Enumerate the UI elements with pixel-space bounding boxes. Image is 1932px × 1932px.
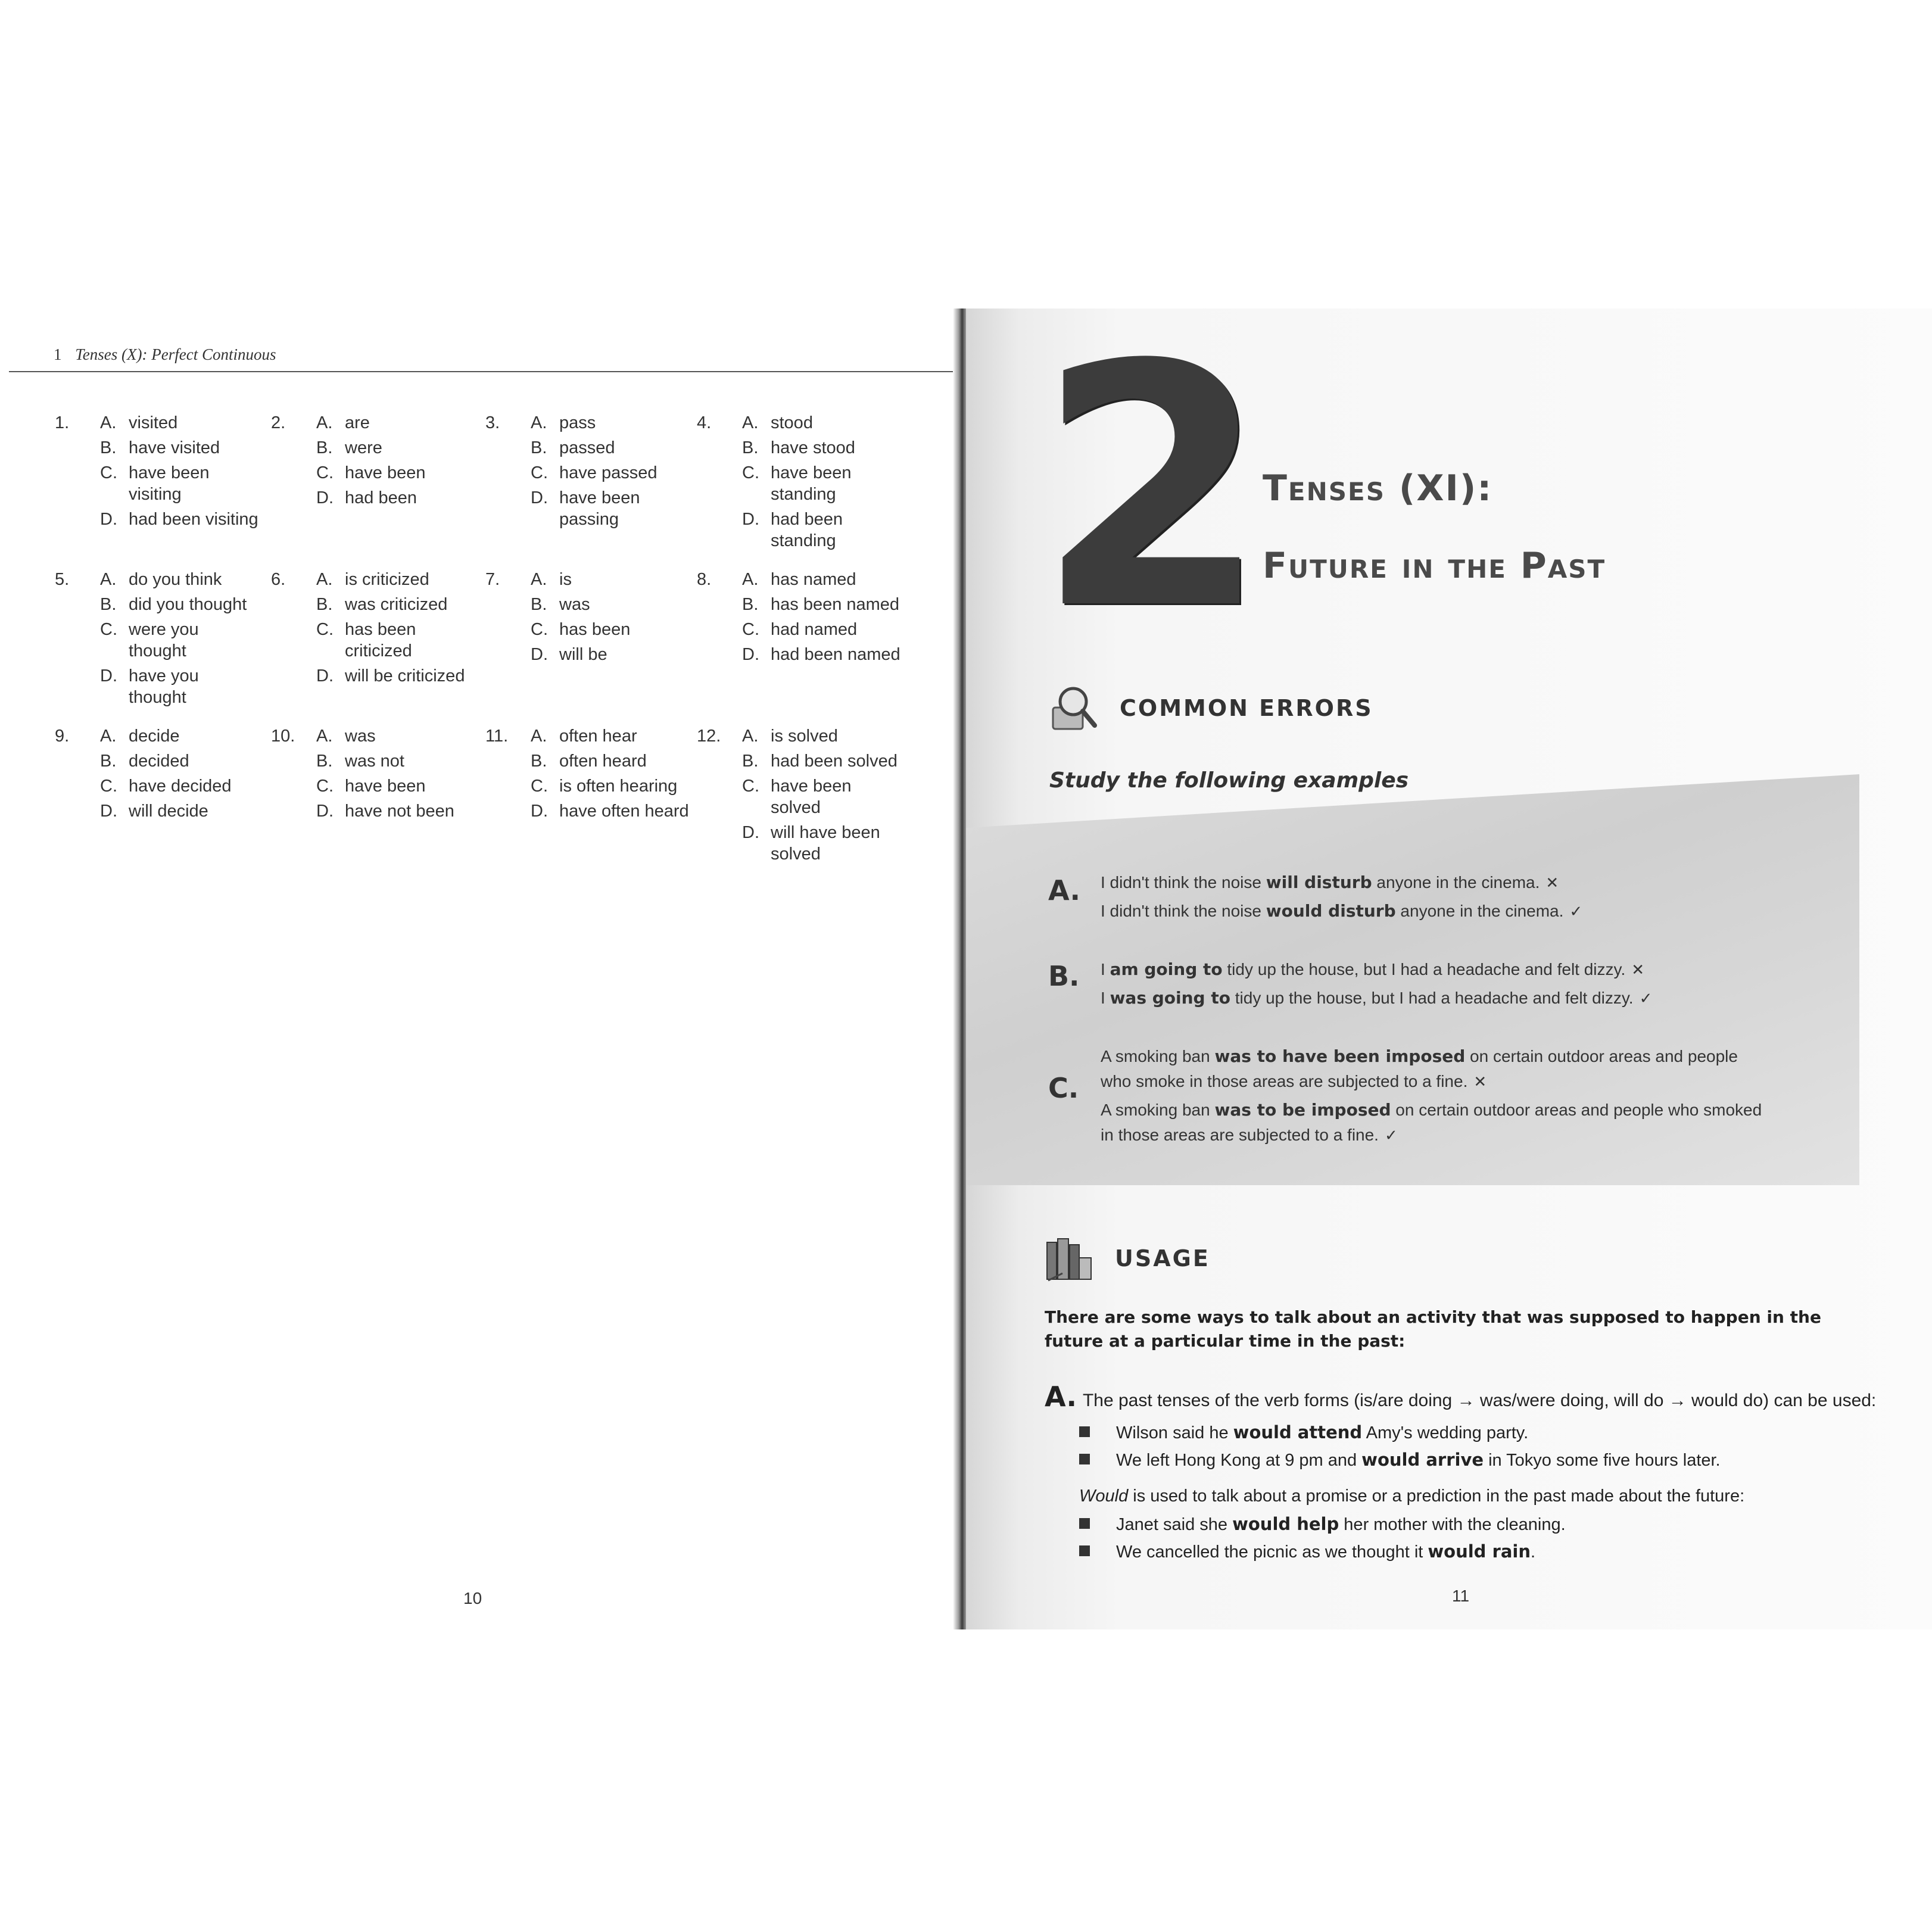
option-letter: B. (100, 752, 117, 771)
bullet-text: in Tokyo some five hours later. (1484, 1451, 1721, 1470)
check-icon: ✓ (1639, 990, 1653, 1008)
option-text: have been visiting (129, 463, 210, 504)
option-text: pass (559, 413, 596, 432)
option-text: have visited (129, 438, 220, 457)
option-letter: B. (531, 438, 547, 457)
would-note-text: is used to talk about a promise or a prediction in the past made about the future: (1128, 1487, 1745, 1506)
page-number-left: 10 (463, 1589, 482, 1607)
option-letter: A. (742, 413, 759, 432)
option-letter: B. (316, 752, 333, 771)
answer-option (742, 750, 903, 772)
check-icon: ✓ (1384, 1127, 1398, 1145)
answer-option (531, 412, 691, 434)
answer-option (531, 800, 691, 822)
question-number: 7. (485, 570, 500, 589)
option-text: have not been (345, 802, 454, 821)
option-text: is (559, 570, 572, 589)
option-text: decided (129, 752, 189, 771)
cross-icon: ✕ (1631, 961, 1645, 979)
cross-icon: ✕ (1545, 874, 1559, 892)
answer-option (100, 569, 261, 590)
answer-option (742, 594, 903, 615)
option-letter: B. (742, 752, 759, 771)
option-text: has named (771, 570, 856, 589)
option-letter: A. (316, 727, 333, 746)
option-text: have been solved (771, 777, 852, 817)
question-number: 12. (697, 727, 721, 746)
option-letter: D. (742, 510, 759, 529)
option-letter: A. (316, 413, 333, 432)
magnifier-icon (1049, 684, 1098, 733)
bullet-square-icon (1079, 1426, 1090, 1437)
error-bold: will disturb (1266, 872, 1372, 892)
option-letter: D. (531, 802, 548, 821)
answer-option (316, 775, 477, 797)
error-text: anyone in the cinema. (1395, 902, 1564, 920)
running-head-title: Tenses (X): Perfect Continuous (75, 345, 276, 363)
option-text: decide (129, 727, 180, 746)
error-text: on certain outdoor areas and people (1465, 1047, 1738, 1065)
error-letter-b: B. (1048, 960, 1080, 992)
answer-option (531, 487, 691, 530)
question-number: 1. (55, 413, 70, 432)
would-note (1079, 1487, 1744, 1506)
option-letter: C. (100, 620, 117, 639)
running-head (54, 345, 276, 364)
option-text: has been criticized (345, 620, 416, 660)
option-letter: B. (316, 595, 333, 614)
option-text: have been (345, 777, 426, 796)
chapter-title-line2: Future in the Past (1263, 545, 1606, 587)
option-text: did you thought (129, 595, 247, 614)
option-letter: C. (742, 620, 759, 639)
chapter-title (1263, 450, 1799, 604)
would-note-italic: Would (1079, 1487, 1129, 1506)
option-letter: A. (316, 570, 333, 589)
option-text: stood (771, 413, 813, 432)
option-letter: B. (100, 438, 117, 457)
answer-option (531, 569, 691, 590)
option-list (531, 569, 691, 669)
answer-option (100, 594, 261, 615)
option-text: have been standing (771, 463, 852, 504)
answer-option (100, 750, 261, 772)
error-text: anyone in the cinema. (1372, 873, 1540, 892)
bullet-text: Janet said she (1116, 1515, 1233, 1534)
option-letter: A. (742, 727, 759, 746)
option-letter: A. (742, 570, 759, 589)
bullet-text: Wilson said he (1116, 1423, 1233, 1442)
option-list (316, 412, 477, 512)
option-letter: D. (316, 488, 334, 507)
option-text: visited (129, 413, 178, 432)
option-text: was criticized (345, 595, 448, 614)
option-text: was not (345, 752, 404, 771)
option-text: have often heard (559, 802, 689, 821)
option-letter: A. (100, 413, 117, 432)
option-letter: C. (100, 777, 117, 796)
answer-option (531, 775, 691, 797)
usage-heading (1045, 1234, 1210, 1283)
answer-option (100, 665, 261, 708)
error-text: I (1101, 960, 1110, 979)
option-letter: A. (100, 727, 117, 746)
bullet-square-icon (1079, 1518, 1090, 1529)
question-number: 9. (55, 727, 70, 746)
bullet-bold: would help (1232, 1514, 1339, 1534)
error-line (1101, 986, 1833, 1011)
answer-option (100, 775, 261, 797)
option-text: has been named (771, 595, 900, 614)
question-number: 11. (485, 727, 509, 746)
usage-point-a-text: The past tenses of the verb forms (is/are doing → was/were doing, will do → would do) can be used: (1082, 1391, 1877, 1410)
answer-option (316, 412, 477, 434)
option-letter: D. (742, 645, 759, 664)
option-list (531, 412, 691, 534)
option-letter: D. (742, 823, 759, 842)
option-letter: D. (316, 802, 334, 821)
bullet-text: We cancelled the picnic as we thought it (1116, 1543, 1428, 1562)
option-text: have decided (129, 777, 232, 796)
answer-option (316, 594, 477, 615)
option-text: had been solved (771, 752, 898, 771)
option-text: is often hearing (559, 777, 678, 796)
answer-option (316, 665, 477, 687)
answer-option (316, 487, 477, 509)
option-letter: B. (316, 438, 333, 457)
option-letter: A. (531, 413, 547, 432)
answer-option (742, 644, 903, 665)
option-text: had been visiting (129, 510, 258, 529)
error-line (1101, 1070, 1833, 1094)
error-text: I didn't think the noise (1101, 902, 1266, 920)
option-list (531, 725, 691, 825)
option-text: had named (771, 620, 858, 639)
error-text: I didn't think the noise (1101, 873, 1266, 892)
chapter-title-line1: Tenses (XI): (1263, 468, 1493, 509)
option-text: often hear (559, 727, 637, 746)
option-text: had been named (771, 645, 900, 664)
error-text: I (1101, 989, 1110, 1007)
error-text: tidy up the house, but I had a headache and felt dizzy. (1230, 989, 1634, 1007)
bullet-text: . (1531, 1543, 1536, 1562)
option-letter: C. (100, 463, 117, 482)
option-text: was (345, 727, 376, 746)
answer-option (100, 437, 261, 459)
books-icon (1045, 1234, 1093, 1283)
option-letter: C. (316, 463, 334, 482)
option-letter: B. (531, 595, 547, 614)
error-line (1101, 899, 1833, 924)
answer-option (742, 775, 903, 818)
usage-bullet (1079, 1514, 1566, 1535)
option-letter: A. (531, 727, 547, 746)
answer-option (742, 412, 903, 434)
usage-label: USAGE (1115, 1245, 1210, 1272)
option-text: will have been solved (771, 823, 880, 864)
option-text: is solved (771, 727, 838, 746)
error-line (1101, 1045, 1833, 1068)
option-text: passed (559, 438, 615, 457)
answer-option (316, 569, 477, 590)
bullet-bold: would rain (1428, 1541, 1531, 1562)
question-number: 5. (55, 570, 70, 589)
question-number: 8. (697, 570, 712, 589)
question-number: 6. (271, 570, 286, 589)
check-icon: ✓ (1569, 903, 1583, 921)
option-text: has been (559, 620, 631, 639)
option-letter: C. (316, 777, 334, 796)
option-letter: D. (316, 666, 334, 685)
option-text: are (345, 413, 370, 432)
answer-option (316, 462, 477, 484)
answer-option (742, 725, 903, 747)
answer-option (742, 822, 903, 865)
answer-option (531, 725, 691, 747)
error-bold: would disturb (1266, 901, 1396, 921)
error-bold: was to have been imposed (1214, 1046, 1466, 1066)
bullet-text: her mother with the cleaning. (1339, 1515, 1566, 1534)
cross-icon: ✕ (1473, 1073, 1487, 1091)
option-text: have stood (771, 438, 855, 457)
answer-option (531, 619, 691, 640)
usage-bullet (1079, 1450, 1721, 1470)
error-line (1101, 1098, 1833, 1122)
error-bold: am going to (1110, 959, 1223, 979)
answer-option (531, 750, 691, 772)
answer-option (742, 437, 903, 459)
option-letter: D. (531, 645, 548, 664)
answer-option (100, 412, 261, 434)
error-line (1101, 1123, 1833, 1148)
answer-option (100, 619, 261, 662)
option-list (742, 725, 903, 868)
option-letter: C. (316, 620, 334, 639)
error-text: on certain outdoor areas and people who smoked (1391, 1101, 1762, 1119)
bullet-square-icon (1079, 1545, 1090, 1556)
option-text: have you thought (129, 666, 199, 707)
answer-option (531, 594, 691, 615)
option-letter: D. (531, 488, 548, 507)
option-text: have passed (559, 463, 657, 482)
usage-intro: There are some ways to talk about an activity that was supposed to happen in the future at a particular time in the past: (1045, 1307, 1821, 1351)
error-text: tidy up the house, but I had a headache and felt dizzy. (1222, 960, 1626, 979)
option-text: will decide (129, 802, 208, 821)
option-text: had been standing (771, 510, 843, 550)
study-line: Study the following examples (1049, 768, 1409, 793)
option-list (100, 412, 261, 534)
answer-option (316, 725, 477, 747)
error-letter-c: C. (1048, 1072, 1079, 1104)
error-text: in those areas are subjected to a fine. (1101, 1126, 1379, 1144)
question-number: 3. (485, 413, 500, 432)
option-letter: C. (742, 463, 759, 482)
answer-option (100, 509, 261, 530)
option-text: have been (345, 463, 426, 482)
option-letter: C. (531, 463, 548, 482)
answer-option (531, 644, 691, 665)
usage-bullet (1079, 1422, 1528, 1443)
bullet-text: Amy's wedding party. (1362, 1423, 1529, 1442)
option-text: had been (345, 488, 417, 507)
option-text: have been passing (559, 488, 640, 529)
answer-option (100, 725, 261, 747)
question-number: 2. (271, 413, 286, 432)
chapter-number: 2 (1036, 294, 1263, 683)
answer-option (742, 569, 903, 590)
option-text: is criticized (345, 570, 429, 589)
header-rule (9, 371, 956, 372)
option-text: will be criticized (345, 666, 465, 685)
option-letter: A. (100, 570, 117, 589)
answer-option (316, 800, 477, 822)
error-text: A smoking ban (1101, 1101, 1215, 1119)
option-letter: B. (742, 595, 759, 614)
option-list (316, 569, 477, 690)
answer-option (316, 750, 477, 772)
option-text: were you thought (129, 620, 199, 660)
error-text: who smoke in those areas are subjected to a fine. (1101, 1072, 1468, 1090)
usage-letter-a: A. (1045, 1381, 1077, 1413)
question-number: 4. (697, 413, 712, 432)
option-letter: D. (100, 510, 117, 529)
answer-option (531, 437, 691, 459)
answer-option (742, 509, 903, 551)
question-number: 10. (271, 727, 295, 746)
option-text: was (559, 595, 590, 614)
error-line (1101, 958, 1833, 982)
answer-option (316, 437, 477, 459)
option-letter: C. (531, 777, 548, 796)
answer-option (742, 619, 903, 640)
option-letter: D. (100, 666, 117, 685)
option-letter: C. (742, 777, 759, 796)
usage-bullet (1079, 1541, 1535, 1562)
option-letter: A. (531, 570, 547, 589)
option-letter: B. (742, 438, 759, 457)
answer-option (100, 800, 261, 822)
option-text: will be (559, 645, 607, 664)
common-errors-heading (1049, 684, 1373, 733)
option-list (316, 725, 477, 825)
error-line (1101, 871, 1833, 895)
option-text: were (345, 438, 382, 457)
option-letter: C. (531, 620, 548, 639)
error-bold: was to be imposed (1214, 1100, 1391, 1120)
bullet-text: We left Hong Kong at 9 pm and (1116, 1451, 1362, 1470)
option-list (742, 569, 903, 669)
option-list (100, 725, 261, 825)
left-page (0, 0, 960, 1932)
running-head-number: 1 (54, 345, 62, 363)
answer-option (100, 462, 261, 505)
bullet-square-icon (1079, 1454, 1090, 1464)
error-text: A smoking ban (1101, 1047, 1215, 1065)
option-list (742, 412, 903, 555)
page-number-right: 11 (1452, 1587, 1470, 1605)
answer-option (316, 619, 477, 662)
answer-option (531, 462, 691, 484)
option-text: do you think (129, 570, 222, 589)
answer-option (742, 462, 903, 505)
usage-point-a (1045, 1381, 1876, 1413)
common-errors-label: COMMON ERRORS (1120, 695, 1373, 721)
option-list (100, 569, 261, 712)
option-letter: B. (100, 595, 117, 614)
error-letter-a: A. (1048, 874, 1080, 906)
error-bold: was going to (1110, 988, 1230, 1008)
option-letter: D. (100, 802, 117, 821)
option-text: often heard (559, 752, 647, 771)
option-letter: B. (531, 752, 547, 771)
bullet-bold: would arrive (1361, 1450, 1484, 1470)
bullet-bold: would attend (1233, 1422, 1363, 1442)
